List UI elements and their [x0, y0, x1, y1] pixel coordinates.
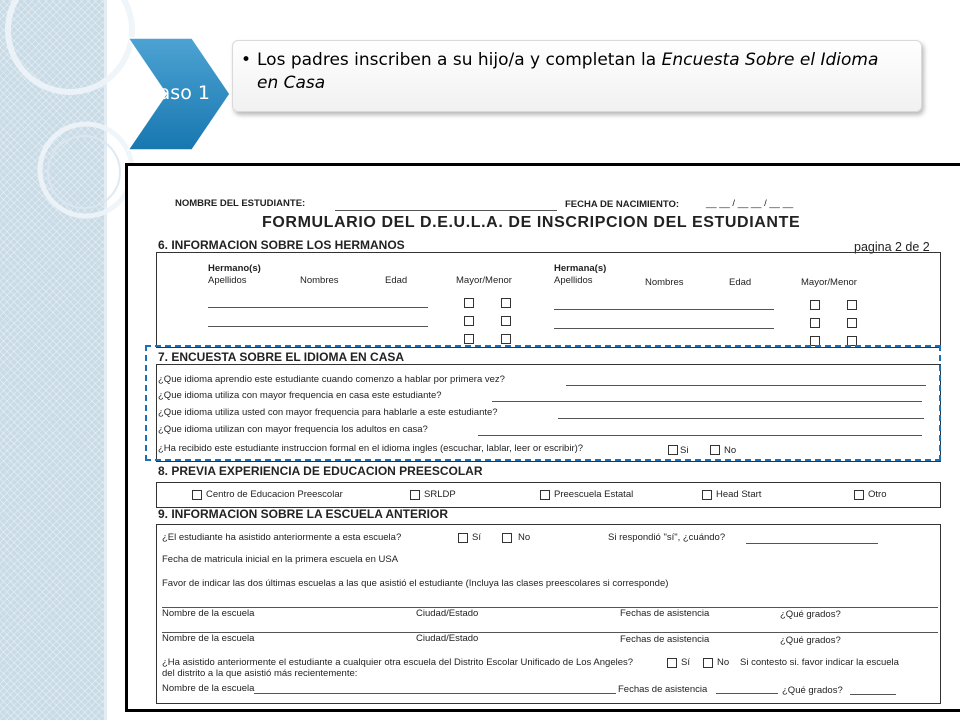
section-7-title: 7. ENCUESTA SOBRE EL IDIOMA EN CASA — [158, 350, 405, 364]
school-1-city-label: Ciudad/Estado — [416, 608, 479, 619]
decorative-circles — [0, 0, 140, 260]
other-preschool-label: Otro — [868, 489, 887, 500]
preschool-center-label: Centro de Educacion Preescolar — [206, 489, 343, 500]
birthdate-blank: __ __ / __ __ / __ __ — [706, 198, 794, 209]
school-1-line[interactable] — [162, 607, 938, 608]
attended-yes-label: Sí — [472, 532, 481, 543]
other-district-no-label: No — [717, 657, 730, 668]
step-text-italic: Encuesta Sobre el Idioma en Casa — [257, 50, 879, 93]
school-2-dates-label: Fechas de asistencia — [620, 634, 710, 645]
q-english-instruction: ¿Ha recibido este estudiante instruccion formal en el idioma ingles (escuchar, lablar, leer or escribir)? — [158, 443, 584, 454]
state-preschool-label: Preescuela Estatal — [554, 489, 634, 500]
srldp-checkbox[interactable] — [410, 490, 420, 500]
birthdate-label: FECHA DE NACIMIENTO: — [565, 199, 679, 210]
attended-no-checkbox[interactable] — [502, 533, 512, 543]
last-school-name-label: Nombre de la escuela — [162, 683, 255, 694]
english-instruction-no-label: No — [724, 445, 737, 456]
brothers-col-age: Edad — [385, 275, 408, 286]
other-district-yes-label: Sí — [681, 657, 690, 668]
last-school-name-line[interactable] — [254, 693, 616, 694]
section-6-title: 6. INFORMACION SOBRE LOS HERMANOS — [158, 238, 405, 252]
head-start-checkbox[interactable] — [702, 490, 712, 500]
form-title: FORMULARIO DEL D.E.U.L.A. DE INSCRIPCION DEL ESTUDIANTE — [262, 214, 801, 231]
if-yes-when: Si respondió "sí", ¿cuándo? — [608, 532, 726, 543]
student-name-line — [335, 210, 557, 211]
sisters-label: Hermana(s) — [554, 263, 607, 274]
sister-2-younger-checkbox[interactable] — [847, 318, 857, 328]
other-district-recent: del distrito a la que asistió más recientemente: — [162, 668, 358, 679]
other-preschool-checkbox[interactable] — [854, 490, 864, 500]
q-adults-language: ¿Que idioma utilizan con mayor frequencia los adultos en casa? — [158, 424, 428, 435]
if-yes-when-line[interactable] — [746, 543, 878, 544]
sisters-col-older-younger: Mayor/Menor — [801, 277, 857, 288]
other-district-no-checkbox[interactable] — [703, 658, 713, 668]
q-parent-language: ¿Que idioma utiliza usted con mayor frequencia para hablarle a este estudiante? — [158, 407, 498, 418]
page-number: pagina 2 de 2 — [854, 240, 930, 254]
last-school-dates-label: Fechas de asistencia — [618, 684, 708, 695]
step-label: Paso 1 — [148, 82, 210, 104]
sister-line-2 — [554, 328, 774, 329]
school-1-grades-label: ¿Qué grados? — [780, 609, 841, 620]
brothers-col-older-younger: Mayor/Menor — [456, 275, 512, 286]
siblings-box — [156, 252, 941, 348]
q-first-language: ¿Que idioma aprendio este estudiante cuando comenzo a hablar por primera vez? — [158, 374, 505, 385]
english-instruction-yes-label: Si — [680, 445, 689, 456]
sister-2-older-checkbox[interactable] — [810, 318, 820, 328]
sisters-col-lastname: Apellidos — [554, 275, 593, 286]
home-language-survey-highlight — [145, 345, 941, 461]
q-student-home-language: ¿Que idioma utiliza con mayor frequencia en casa este estudiante? — [158, 390, 442, 401]
school-2-line[interactable] — [162, 632, 938, 633]
head-start-label: Head Start — [716, 489, 762, 500]
brothers-col-lastname: Apellidos — [208, 275, 247, 286]
section-9-title: 9. INFORMACION SOBRE LA ESCUELA ANTERIOR — [158, 507, 449, 521]
sister-1-younger-checkbox[interactable] — [847, 300, 857, 310]
brother-2-older-checkbox[interactable] — [464, 316, 474, 326]
brothers-label: Hermano(s) — [208, 263, 261, 274]
brother-line-2 — [208, 326, 428, 327]
school-1-name-label: Nombre de la escuela — [162, 608, 255, 619]
last-school-dates-line[interactable] — [716, 693, 778, 694]
attended-yes-checkbox[interactable] — [458, 533, 468, 543]
bullet-marker: • — [241, 50, 252, 70]
last-school-grades-label: ¿Qué grados? — [782, 685, 843, 696]
srldp-label: SRLDP — [424, 489, 456, 500]
other-district-yes-checkbox[interactable] — [667, 658, 677, 668]
step-text-plain: Los padres inscriben a su hijo/a y completan la — [257, 50, 662, 70]
school-2-grades-label: ¿Qué grados? — [780, 635, 841, 646]
brother-3-older-checkbox[interactable] — [464, 334, 474, 344]
first-enrollment-label: Fecha de matricula inicial en la primera escuela en USA — [162, 554, 399, 565]
state-preschool-checkbox[interactable] — [540, 490, 550, 500]
other-district-indicate: Si contesto si. favor indicar la escuela — [740, 657, 899, 668]
q-attended-school: ¿El estudiante ha asistido anteriormente a esta escuela? — [162, 532, 402, 543]
other-district-question: ¿Ha asistido anteriormente el estudiante a cualquier otra escuela del Distrito Escolar Unificado de Los Angeles? — [162, 657, 634, 668]
sisters-col-age: Edad — [729, 277, 752, 288]
step-description — [241, 49, 903, 95]
school-2-city-label: Ciudad/Estado — [416, 633, 479, 644]
brother-2-younger-checkbox[interactable] — [501, 316, 511, 326]
last-school-grades-line[interactable] — [850, 694, 896, 695]
step-description-box — [232, 40, 922, 112]
school-2-name-label: Nombre de la escuela — [162, 633, 255, 644]
student-name-label: NOMBRE DEL ESTUDIANTE: — [175, 198, 306, 209]
brother-line-1 — [208, 307, 428, 308]
sisters-col-names: Nombres — [645, 277, 684, 288]
section-8-title: 8. PREVIA EXPERIENCIA DE EDUCACION PREESCOLAR — [158, 464, 483, 478]
school-1-dates-label: Fechas de asistencia — [620, 608, 710, 619]
brother-3-younger-checkbox[interactable] — [501, 334, 511, 344]
sister-line-1 — [554, 309, 774, 310]
brothers-col-names: Nombres — [300, 275, 339, 286]
brother-1-younger-checkbox[interactable] — [501, 298, 511, 308]
attended-no-label: No — [518, 532, 531, 543]
preschool-center-checkbox[interactable] — [192, 490, 202, 500]
last-two-schools-label: Favor de indicar las dos últimas escuelas a las que asistió el estudiante (Incluya las clases preescolares si corresponde) — [162, 578, 669, 589]
brother-1-older-checkbox[interactable] — [464, 298, 474, 308]
sister-1-older-checkbox[interactable] — [810, 300, 820, 310]
